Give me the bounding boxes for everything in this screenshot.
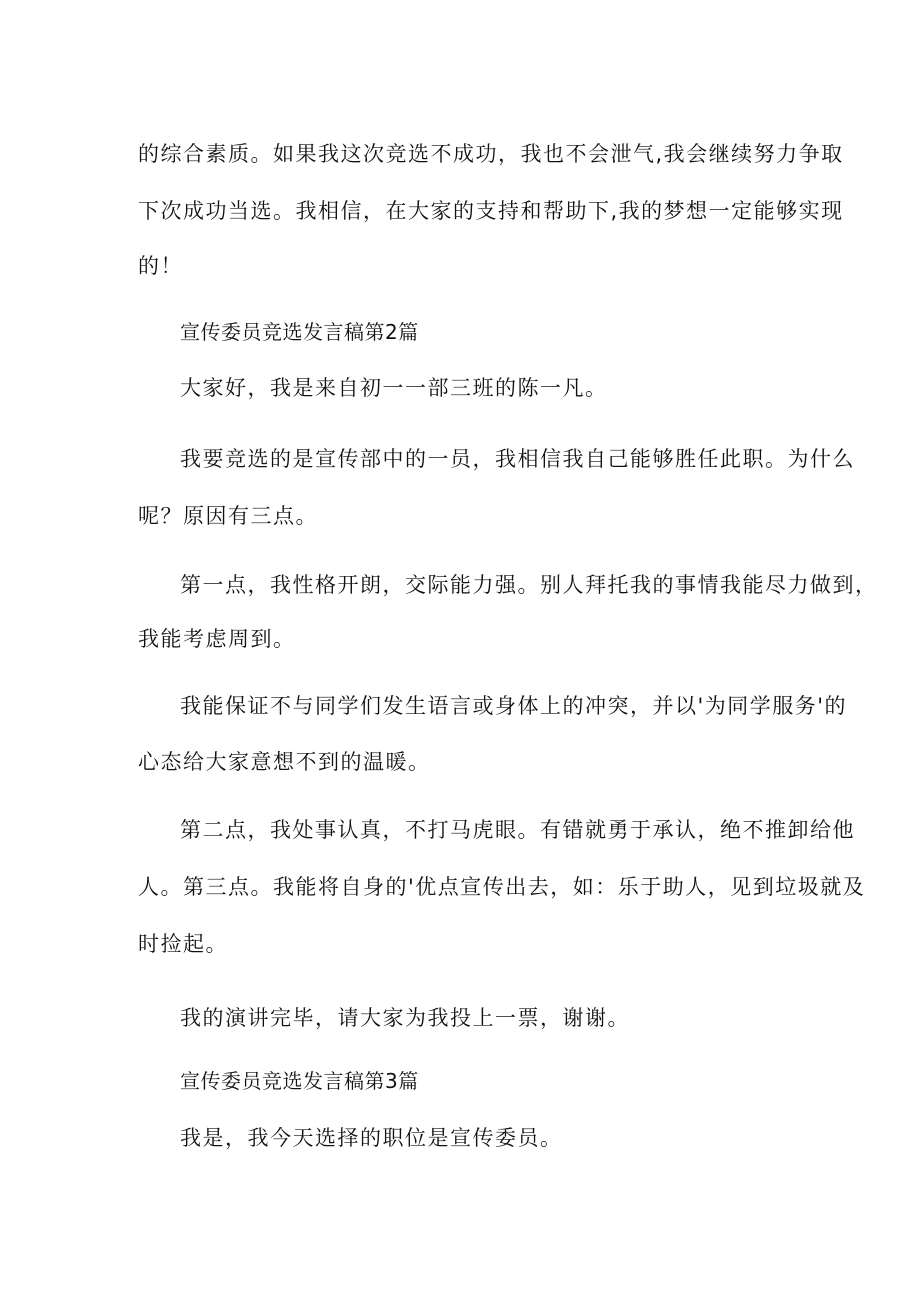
body-text-line: 我能考虑周到。 bbox=[138, 627, 296, 651]
body-text-line: 我要竞选的是宣传部中的一员，我相信我自己能够胜任此职。为什么 bbox=[180, 447, 855, 471]
body-text-line: 我是，我今天选择的职位是宣传委员。 bbox=[180, 1126, 563, 1150]
section-heading: 宣传委员竞选发言稿第3篇 bbox=[180, 1069, 419, 1093]
body-text-line: 呢？原因有三点。 bbox=[138, 504, 318, 528]
body-text-line: 第二点，我处事认真，不打马虎眼。有错就勇于承认，绝不推卸给他 bbox=[180, 818, 855, 842]
body-text-line: 我能保证不与同学们发生语言或身体上的冲突，并以'为同学服务'的 bbox=[180, 694, 848, 718]
body-text-line: 第一点，我性格开朗，交际能力强。别人拜托我的事情我能尽力做到， bbox=[180, 573, 878, 597]
body-text-line: 我的演讲完毕，请大家为我投上一票，谢谢。 bbox=[180, 1006, 630, 1030]
body-text-line: 心态给大家意想不到的温暖。 bbox=[138, 750, 431, 774]
body-text-line: 的综合素质。如果我这次竞选不成功，我也不会泄气,我会继续努力争取 bbox=[138, 142, 844, 166]
section-heading: 宣传委员竞选发言稿第2篇 bbox=[180, 320, 419, 344]
body-text-line: 下次成功当选。我相信，在大家的支持和帮助下,我的梦想一定能够实现 bbox=[138, 199, 844, 223]
body-text-line: 大家好，我是来自初一一部三班的陈一凡。 bbox=[180, 376, 608, 400]
body-text-line: 的！ bbox=[138, 254, 183, 278]
body-text-line: 人。第三点。我能将自身的'优点宣传出去，如：乐于助人，见到垃圾就及 bbox=[138, 875, 866, 899]
body-text-line: 时捡起。 bbox=[138, 932, 228, 956]
